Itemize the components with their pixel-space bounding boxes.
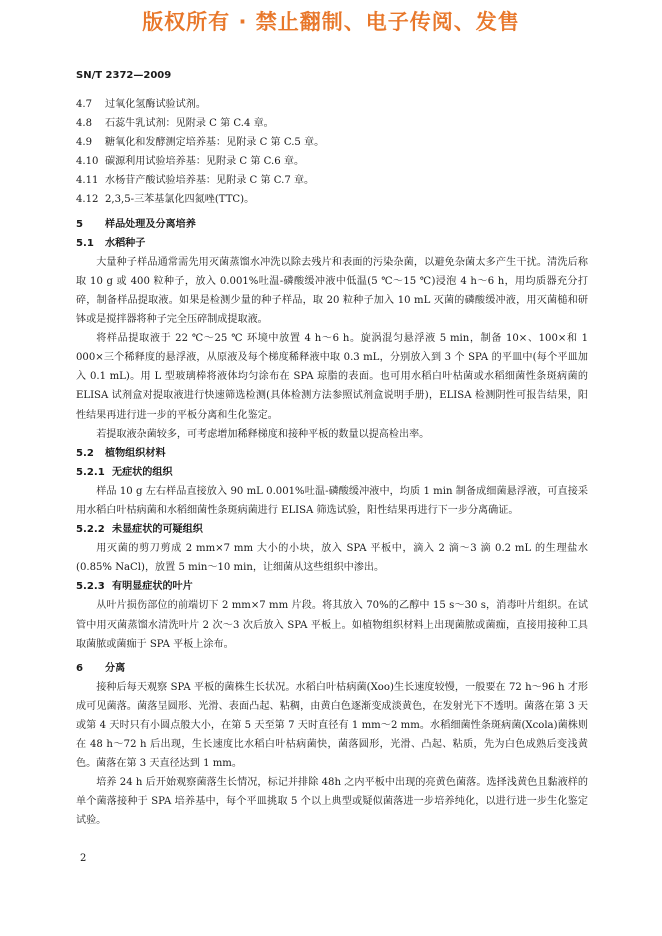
subsection-title: 有明显症状的叶片: [112, 581, 193, 593]
paragraph: 从叶片损伤部位的前端切下 2 mm×7 mm 片段。将其放入 70%的乙醇中 15 s～30 s，消毒叶片组织。在试管中用灭菌蒸馏水清洗叶片 2 次～3 次后放入 SPA 平板上。如植物组织材料上出现菌脓或菌痂，直接用接种工具取菌脓或菌痂于 SPA 平板上涂布。: [76, 600, 588, 650]
subsection-heading-5-2-3: [76, 577, 588, 596]
list-item: [76, 152, 588, 171]
section-title: 分离: [105, 662, 126, 674]
list-item-text: 石蕊牛乳试剂：见附录 C 第 C.4 章。: [105, 118, 274, 130]
standard-number: SN/T 2372—2009: [76, 70, 172, 81]
document-body: [76, 95, 588, 831]
subsection-heading-5-2-2: [76, 520, 588, 539]
section-number: 5: [76, 218, 84, 230]
list-item-number: 4.11: [76, 175, 99, 187]
section-heading-6: [76, 659, 588, 678]
subsection-title: 无症状的组织: [112, 466, 173, 478]
section-number: 6: [76, 662, 84, 674]
paragraph: 将样品提取液于 22 ℃～25 ℃ 环境中放置 4 h～6 h。旋涡混匀悬浮液 5 min，制备 10×、100×和 1 000×三个稀释度的悬浮液，从原液及每个梯度稀释液中取 0.3 mL，分别放入到 3 个 SPA 的平皿中(每个平皿加入 0.1 mL)。用 L 型玻璃棒将液体均匀涂布在 SPA 琼脂的表面。也可用水稻白叶枯菌或水稻细菌性条斑病菌的 ELISA 试剂盒对提取液进行快速筛选检测(具体检测方法参照试剂盒说明手册)，ELISA 检测阴性可报告结果，阳性结果再进行进一步的平板分离和生化鉴定。: [76, 333, 588, 421]
subsection-title: 植物组织材料: [105, 447, 166, 459]
list-item: [76, 190, 588, 209]
subsection-heading-5-2: [76, 444, 588, 463]
paragraph: 接种后每天观察 SPA 平板的菌株生长状况。水稻白叶枯病菌(Xoo)生长速度较慢，一般要在 72 h～96 h 才形成可见菌落。菌落呈圆形、光滑、表面凸起、粘稠，由黄白色逐渐变成淡黄色，在发射光下不透明。菌落在第 3 天或第 4 天时只有小圆点般大小，在第 5 天至第 7 天时直径有 1 mm～2 mm。水稻细菌性条斑病菌(Xcola)菌株则在 48 h～72 h 后出现，生长速度比水稻白叶枯病菌快，菌落圆形，光滑、凸起、粘质，先为白色成熟后变浅黄色。菌落在第 3 天直径达到 1 mm。: [76, 681, 588, 770]
list-item-text: 水杨苷产酸试验培养基：见附录 C 第 C.7 章。: [105, 175, 315, 187]
list-item: [76, 171, 588, 190]
subsection-number: 5.1: [76, 237, 94, 249]
list-item-number: 4.10: [76, 156, 99, 168]
list-item-number: 4.7: [76, 99, 93, 110]
list-item-text: 碳源利用试验培养基：见附录 C 第 C.6 章。: [105, 156, 305, 168]
paragraph: 样品 10 g 左右样品直接放入 90 mL 0.001%吐温-磷酸缓冲液中，均质 1 min 制备成细菌悬浮液，可直接采用水稻白叶枯病菌和水稻细菌性条斑病菌进行 ELISA 筛选试验，阳性结果再进行下一步分离确证。: [76, 485, 588, 516]
subsection-number: 5.2.1: [76, 466, 105, 478]
subsection-heading-5-1: [76, 234, 588, 253]
section-title: 样品处理及分离培养: [105, 218, 196, 230]
list-item-number: 4.8: [76, 118, 93, 130]
paragraph: 若提取液杂菌较多，可考虑增加稀释梯度和接种平板的数量以提高检出率。: [96, 428, 430, 440]
list-item-number: 4.9: [76, 137, 93, 149]
subsection-number: 5.2.3: [76, 581, 105, 593]
subsection-title: 未显症状的可疑组织: [112, 524, 203, 536]
subsection-title: 水稻种子: [105, 237, 146, 249]
list-item-text: 糖氧化和发酵测定培养基：见附录 C 第 C.5 章。: [105, 137, 325, 149]
watermark-banner: 版权所有 · 禁止翻制、电子传阅、发售: [142, 10, 520, 34]
list-item: [76, 114, 588, 133]
paragraph: 培养 24 h 后开始观察菌落生长情况，标记并排除 48h 之内平板中出现的亮黄色菌落。选择浅黄色且黏液样的单个菌落接种于 SPA 培养基中，每个平皿挑取 5 个以上典型或疑似菌落进一步培养纯化，以进行进一步生化鉴定试验。: [76, 777, 588, 827]
subsection-number: 5.2.2: [76, 524, 105, 536]
paragraph: 大量种子样品通常需先用灭菌蒸馏水冲洗以除去残片和表面的污染杂菌，以避免杂菌太多产生干扰。清洗后称取 10 g 或 400 粒种子，放入 0.001%吐温-磷酸缓冲液中低温(5 ℃～15 ℃)浸泡 4 h～6 h，用均质器充分打碎，制备样品提取液。如果是检测少量的种子样品，取 20 粒种子加入 10 mL 灭菌的磷酸缓冲液，用灭菌槌和研钵或是搅拌器将种子完全压碎制成提取液。: [76, 256, 588, 326]
list-item-number: 4.12: [76, 194, 99, 206]
list-item-text: 2,3,5-三苯基氯化四氮唑(TTC)。: [105, 194, 255, 206]
subsection-number: 5.2: [76, 447, 94, 459]
section-heading-5: [76, 215, 588, 234]
subsection-heading-5-2-1: [76, 463, 588, 482]
paragraph: 用灭菌的剪刀剪成 2 mm×7 mm 大小的小块，放入 SPA 平板中，滴入 2 滴～3 滴 0.2 mL 的生理盐水(0.85% NaCl)，放置 5 min～10 min，让细菌从这些组织中渗出。: [76, 543, 588, 574]
list-item: [76, 95, 588, 114]
page-number: 2: [80, 853, 87, 864]
list-item: [76, 133, 588, 152]
list-item-text: 过氧化氢酶试验试剂。: [105, 99, 206, 110]
